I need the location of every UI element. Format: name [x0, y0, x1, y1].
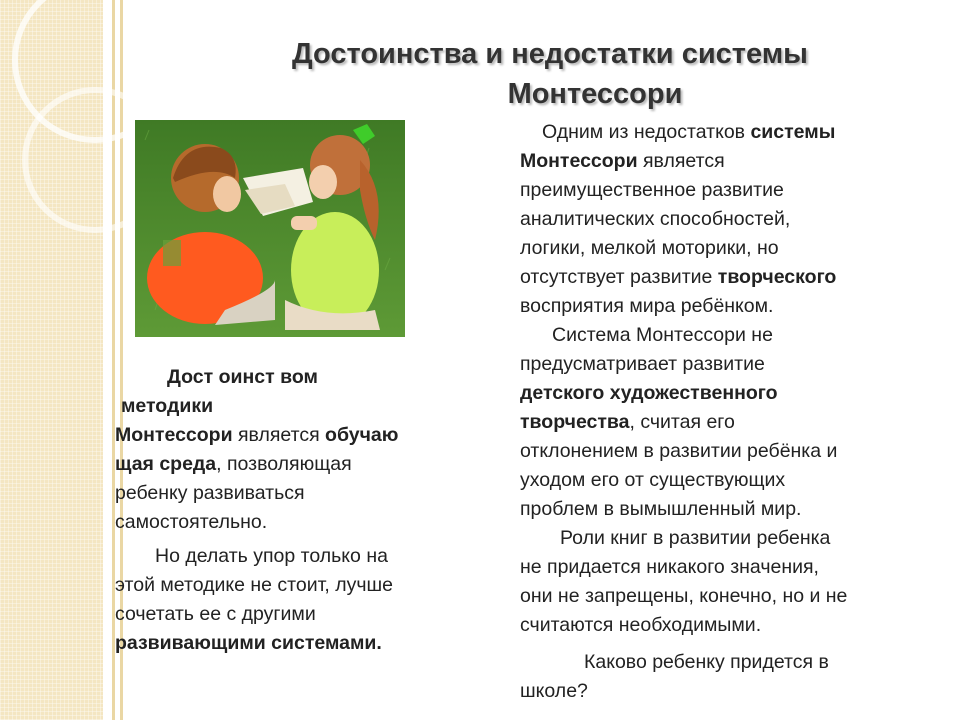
text-bold: Монтессори — [115, 424, 233, 446]
text-bold: развивающими системами. — [115, 632, 382, 654]
text: сочетать ее с другими — [115, 603, 316, 625]
text-bold: системы — [750, 121, 836, 143]
text: Роли книг в развитии ребенка — [560, 527, 831, 549]
advantages-text-block — [115, 363, 455, 658]
text-bold: творчества — [520, 411, 630, 433]
text: проблем в вымышленный мир. — [520, 498, 802, 520]
text: , считая его — [629, 411, 735, 433]
text: логики, мелкой моторики, но — [520, 237, 779, 259]
text: самостоятельно. — [115, 511, 268, 533]
decorative-arcs — [0, 0, 130, 260]
text: Каково ребенку придется в — [584, 651, 829, 673]
text: уходом его от существующих — [520, 469, 786, 491]
text: , позволяющая — [216, 453, 352, 475]
text: аналитических способностей, — [520, 208, 791, 230]
text: предусматривает развитие — [520, 353, 765, 375]
text-bold: Монтессори — [520, 150, 638, 172]
text: отклонением в развитии ребёнка и — [520, 440, 838, 462]
text: восприятия мира ребёнком. — [520, 295, 774, 317]
text-bold: методики — [121, 395, 214, 417]
text: ребенку развиваться — [115, 482, 305, 504]
text-bold: щая среда — [115, 453, 217, 475]
text: отсутствует развитие — [520, 266, 718, 288]
text: они не запрещены, конечно, но и не — [520, 585, 848, 607]
page-title — [150, 34, 950, 114]
text-bold: обучаю — [325, 424, 399, 446]
text: является — [232, 424, 326, 446]
text: Система Монтессори не — [552, 324, 773, 346]
text: Но делать упор только на — [155, 545, 388, 567]
disadvantages-text-block — [520, 118, 940, 706]
text: этой методике не стоит, лучше — [115, 574, 394, 596]
text: преимущественное развитие — [520, 179, 784, 201]
text: не придается никакого значения, — [520, 556, 819, 578]
title-line-1: Достоинства и недостатки системы — [292, 38, 808, 70]
text-bold: детского художественного — [520, 382, 778, 404]
title-line-2: Монтессори — [507, 78, 683, 110]
text-bold: творческого — [717, 266, 837, 288]
text: школе? — [520, 680, 588, 702]
text: Одним из недостатков — [542, 121, 751, 143]
text: считаются необходимыми. — [520, 614, 762, 636]
children-reading-photo — [135, 120, 405, 337]
text: является — [637, 150, 725, 172]
advantages-heading: Дост оинст вом — [167, 366, 318, 388]
